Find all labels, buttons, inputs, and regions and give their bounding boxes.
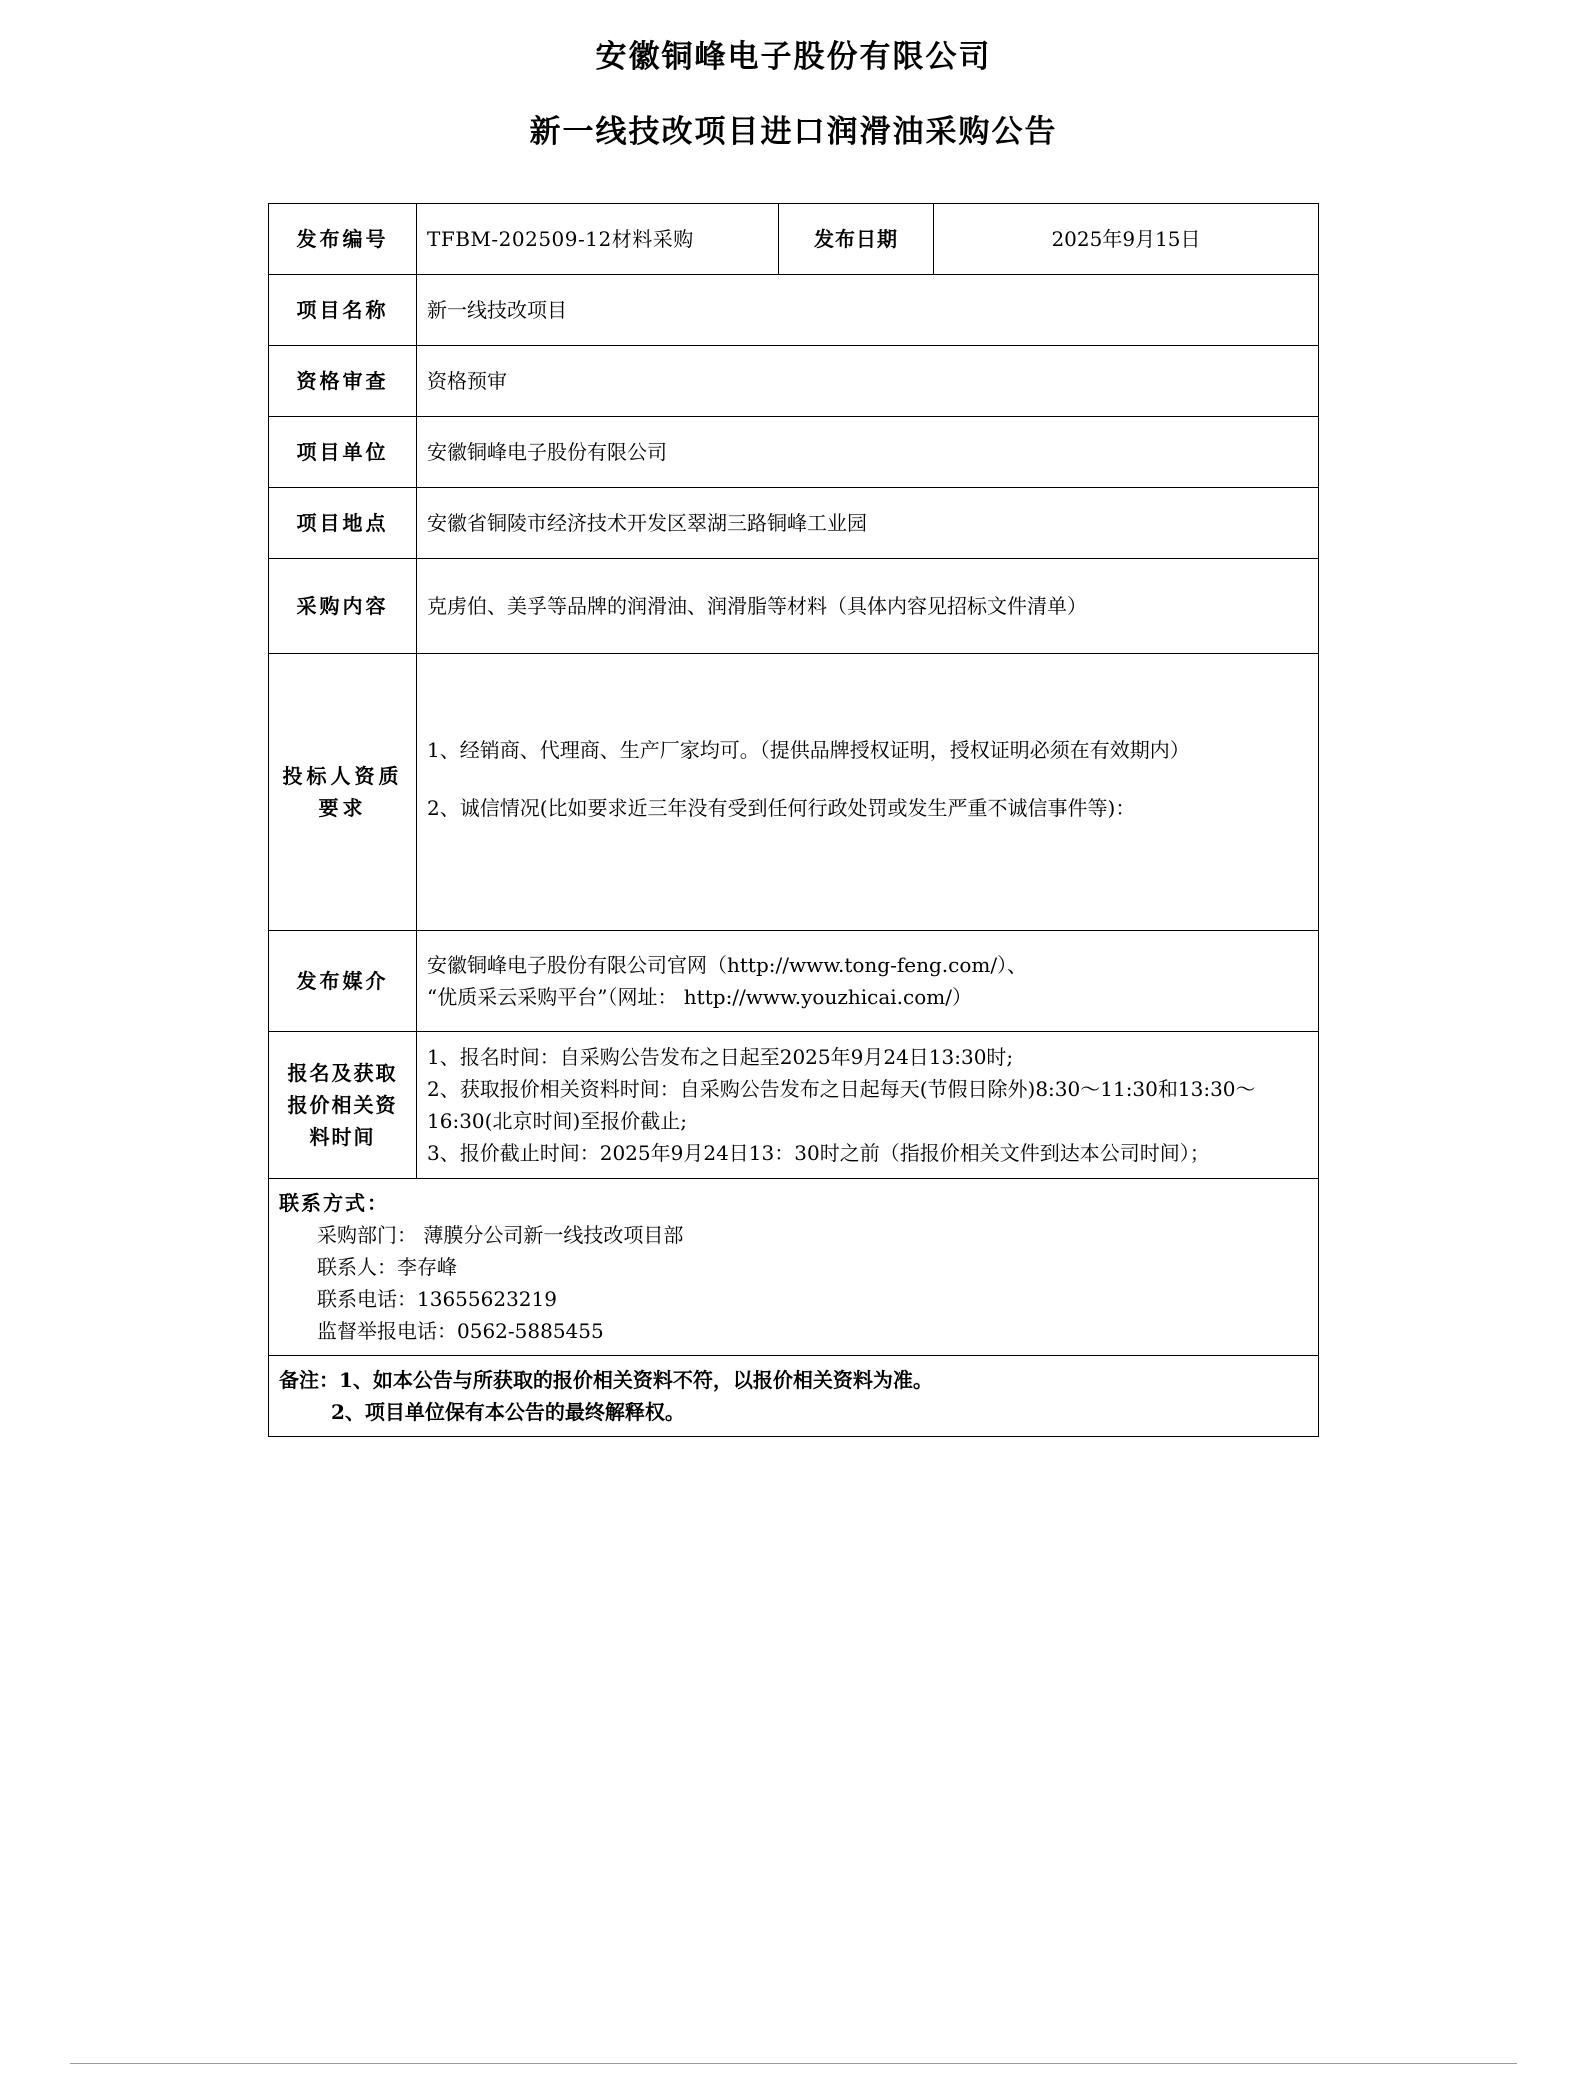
contact-phone: 联系电话：13655623219 <box>317 1287 557 1311</box>
table-row <box>269 654 1319 931</box>
bidder-qualification-item-1: 1、经销商、代理商、生产厂家均可。（提供品牌授权证明，授权证明必须在有效期内） <box>427 738 1190 762</box>
timing-label: 报名及获取报价相关资料时间 <box>269 1032 417 1179</box>
announcement-title: 新一线技改项目进口润滑油采购公告 <box>529 113 1058 149</box>
bidder-qualification-label: 投标人资质要求 <box>269 654 417 931</box>
table-row <box>269 931 1319 1032</box>
table-row <box>269 559 1319 654</box>
qualification-review-value: 资格预审 <box>417 346 1319 417</box>
publish-no-label: 发布编号 <box>269 204 417 275</box>
remark-line-1: 备注：1、如本公告与所获取的报价相关资料不符，以报价相关资料为准。 <box>279 1368 933 1392</box>
table-row <box>269 488 1319 559</box>
contact-block <box>269 1179 1319 1356</box>
contact-person: 联系人：李存峰 <box>317 1255 457 1279</box>
media-value <box>417 931 1319 1032</box>
bidder-qualification-value <box>417 654 1319 931</box>
project-unit-value: 安徽铜峰电子股份有限公司 <box>417 417 1319 488</box>
project-unit-label: 项目单位 <box>269 417 417 488</box>
bidder-qualification-item-2: 2、诚信情况(比如要求近三年没有受到任何行政处罚或发生严重不诚信事件等)： <box>427 796 1136 820</box>
project-site-value: 安徽省铜陵市经济技术开发区翠湖三路铜峰工业园 <box>417 488 1319 559</box>
timing-line-3: 3、报价截止时间：2025年9月24日13：30时之前（指报价相关文件到达本公司时间）； <box>427 1141 1210 1165</box>
project-name-label: 项目名称 <box>269 275 417 346</box>
table-row <box>269 275 1319 346</box>
qualification-review-label: 资格审查 <box>269 346 417 417</box>
project-name-value: 新一线技改项目 <box>417 275 1319 346</box>
company-name-title: 安徽铜峰电子股份有限公司 <box>595 39 992 74</box>
page-bottom-rule <box>70 2063 1517 2064</box>
table-row <box>269 417 1319 488</box>
contact-department: 采购部门： 薄膜分公司新一线技改项目部 <box>317 1223 684 1247</box>
timing-line-1: 1、报名时间：自采购公告发布之日起至2025年9月24日13:30时; <box>427 1045 1014 1069</box>
document-title-block <box>0 34 1587 155</box>
document-page <box>0 34 1587 2078</box>
remark-line-2: 2、项目单位保有本公告的最终解释权。 <box>331 1400 685 1424</box>
table-row <box>269 1032 1319 1179</box>
media-line-2: “优质采云采购平台”（网址： http://www.youzhicai.com/） <box>427 985 972 1009</box>
timing-line-2: 2、获取报价相关资料时间：自采购公告发布之日起每天(节假日除外)8:30～11:30和13:30～16:30(北京时间)至报价截止; <box>427 1077 1256 1133</box>
contact-title: 联系方式： <box>279 1191 389 1215</box>
purchase-content-label: 采购内容 <box>269 559 417 654</box>
contact-report-phone: 监督举报电话：0562-5885455 <box>317 1319 604 1343</box>
table-row <box>269 1356 1319 1437</box>
purchase-content-value: 克虏伯、美孚等品牌的润滑油、润滑脂等材料（具体内容见招标文件清单） <box>417 559 1319 654</box>
publish-no-value: TFBM-202509-12材料采购 <box>417 204 779 275</box>
table-row <box>269 1179 1319 1356</box>
remark-block <box>269 1356 1319 1437</box>
announcement-table <box>268 203 1319 1437</box>
table-row <box>269 204 1319 275</box>
publish-date-value: 2025年9月15日 <box>934 204 1319 275</box>
project-site-label: 项目地点 <box>269 488 417 559</box>
media-label: 发布媒介 <box>269 931 417 1032</box>
media-line-1: 安徽铜峰电子股份有限公司官网（http://www.tong-feng.com/）、 <box>427 953 1028 977</box>
timing-value <box>417 1032 1319 1179</box>
publish-date-label: 发布日期 <box>779 204 934 275</box>
table-row <box>269 346 1319 417</box>
